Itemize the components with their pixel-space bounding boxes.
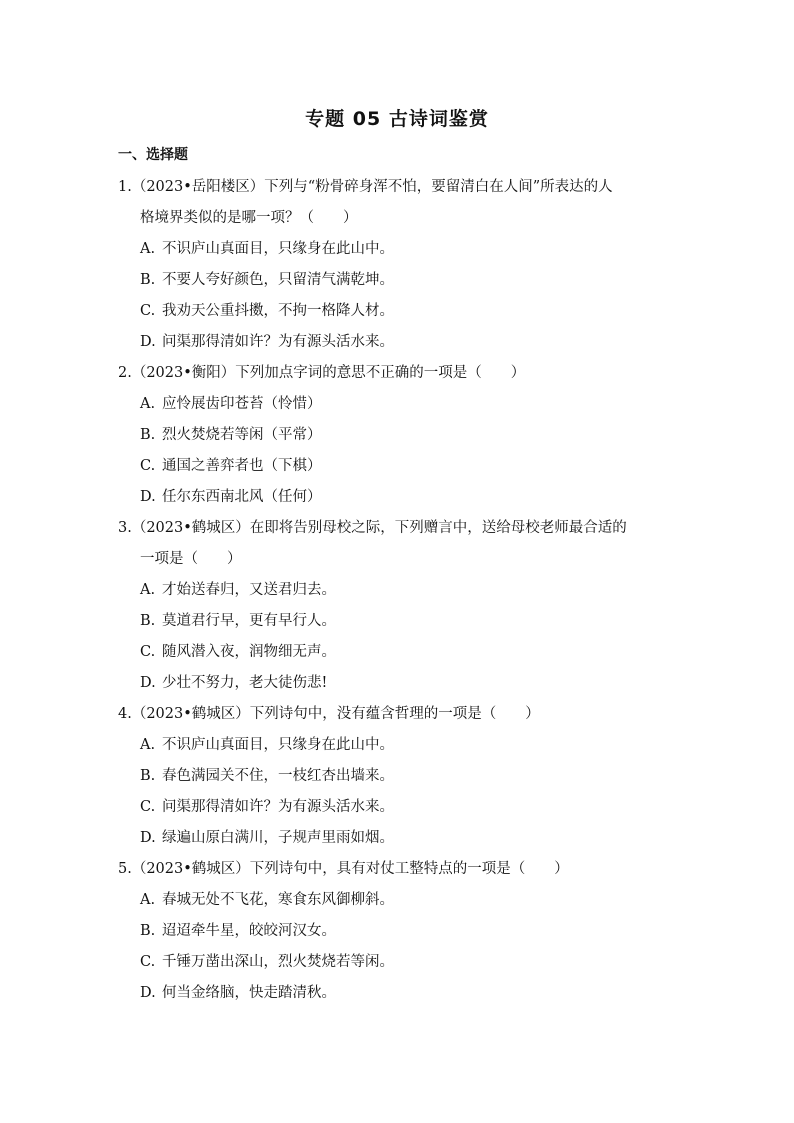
option-letter: C. <box>140 954 156 970</box>
option-text: 莫道君行早，更有早行人。 <box>162 613 336 629</box>
option-d <box>118 978 678 1009</box>
option-a <box>118 730 678 761</box>
option-text: 烈火焚烧若等闲（平常） <box>162 427 322 443</box>
option-d <box>118 327 678 358</box>
option-d <box>118 668 678 699</box>
question-stem: 5.（2023•鹤城区）下列诗句中，具有对仗工整特点的一项是（ ） <box>118 861 569 877</box>
question-5 <box>118 854 678 1009</box>
option-text: 问渠那得清如许？为有源头活水来。 <box>162 334 394 350</box>
option-letter: D. <box>140 334 156 350</box>
option-d <box>118 823 678 854</box>
question-stem: 1.（2023•岳阳楼区）下列与“粉骨碎身浑不怕，要留清白在人间”所表达的人 <box>118 179 613 195</box>
question-stem-continued: 格境界类似的是哪一项？（ ） <box>140 210 358 226</box>
option-c <box>118 451 678 482</box>
option-text: 春色满园关不住，一枝红杏出墙来。 <box>162 768 394 784</box>
option-text: 迢迢牵牛星，皎皎河汉女。 <box>162 923 336 939</box>
option-text: 通国之善弈者也（下棋） <box>162 458 322 474</box>
option-letter: D. <box>140 830 156 846</box>
section-heading: 一、选择题 <box>118 147 188 163</box>
option-b <box>118 420 678 451</box>
question-stem: 4.（2023•鹤城区）下列诗句中，没有蕴含哲理的一项是（ ） <box>118 706 540 722</box>
option-letter: A. <box>140 737 156 753</box>
option-text: 问渠那得清如许？为有源头活水来。 <box>162 799 394 815</box>
option-text: 少壮不努力，老大徒伤悲! <box>162 675 328 691</box>
option-text: 不识庐山真面目，只缘身在此山中。 <box>162 737 394 753</box>
option-text: 应怜展齿印苍苔（怜惜） <box>162 396 322 412</box>
question-3 <box>118 513 678 699</box>
option-letter: B. <box>140 272 156 288</box>
option-letter: B. <box>140 923 156 939</box>
option-text: 绿遍山原白满川，子规声里雨如烟。 <box>162 830 394 846</box>
option-text: 我劝天公重抖擞，不拘一格降人材。 <box>162 303 394 319</box>
question-list <box>118 172 678 1009</box>
option-letter: C. <box>140 799 156 815</box>
option-a <box>118 575 678 606</box>
option-text: 何当金络脑，快走踏清秋。 <box>162 985 336 1001</box>
option-c <box>118 637 678 668</box>
option-letter: A. <box>140 396 156 412</box>
option-a <box>118 234 678 265</box>
option-a <box>118 885 678 916</box>
option-text: 任尔东西南北风（任何） <box>162 489 322 505</box>
question-4 <box>118 699 678 854</box>
option-letter: B. <box>140 427 156 443</box>
option-b <box>118 761 678 792</box>
option-letter: A. <box>140 241 156 257</box>
option-letter: C. <box>140 303 156 319</box>
option-letter: A. <box>140 582 156 598</box>
page-title: 专题 05 古诗词鉴赏 <box>305 108 489 130</box>
option-letter: D. <box>140 675 156 691</box>
option-b <box>118 265 678 296</box>
option-c <box>118 792 678 823</box>
question-2 <box>118 358 678 513</box>
option-c <box>118 947 678 978</box>
option-letter: A. <box>140 892 156 908</box>
option-text: 春城无处不飞花，寒食东风御柳斜。 <box>162 892 394 908</box>
question-stem: 2.（2023•衡阳）下列加点字词的意思不正确的一项是（ ） <box>118 365 526 381</box>
option-text: 不识庐山真面目，只缘身在此山中。 <box>162 241 394 257</box>
option-text: 才始送春归，又送君归去。 <box>162 582 336 598</box>
option-b <box>118 916 678 947</box>
option-a <box>118 389 678 420</box>
option-letter: C. <box>140 644 156 660</box>
question-stem-continued: 一项是（ ） <box>140 551 242 567</box>
option-letter: C. <box>140 458 156 474</box>
option-letter: D. <box>140 985 156 1001</box>
option-letter: B. <box>140 613 156 629</box>
option-c <box>118 296 678 327</box>
option-letter: B. <box>140 768 156 784</box>
option-text: 随风潜入夜，润物细无声。 <box>162 644 336 660</box>
option-text: 千锤万凿出深山，烈火焚烧若等闲。 <box>162 954 394 970</box>
question-1 <box>118 172 678 358</box>
option-d <box>118 482 678 513</box>
option-b <box>118 606 678 637</box>
option-text: 不要人夸好颜色，只留清气满乾坤。 <box>162 272 394 288</box>
question-stem: 3.（2023•鹤城区）在即将告别母校之际，下列赠言中，送给母校老师最合适的 <box>118 520 627 536</box>
option-letter: D. <box>140 489 156 505</box>
